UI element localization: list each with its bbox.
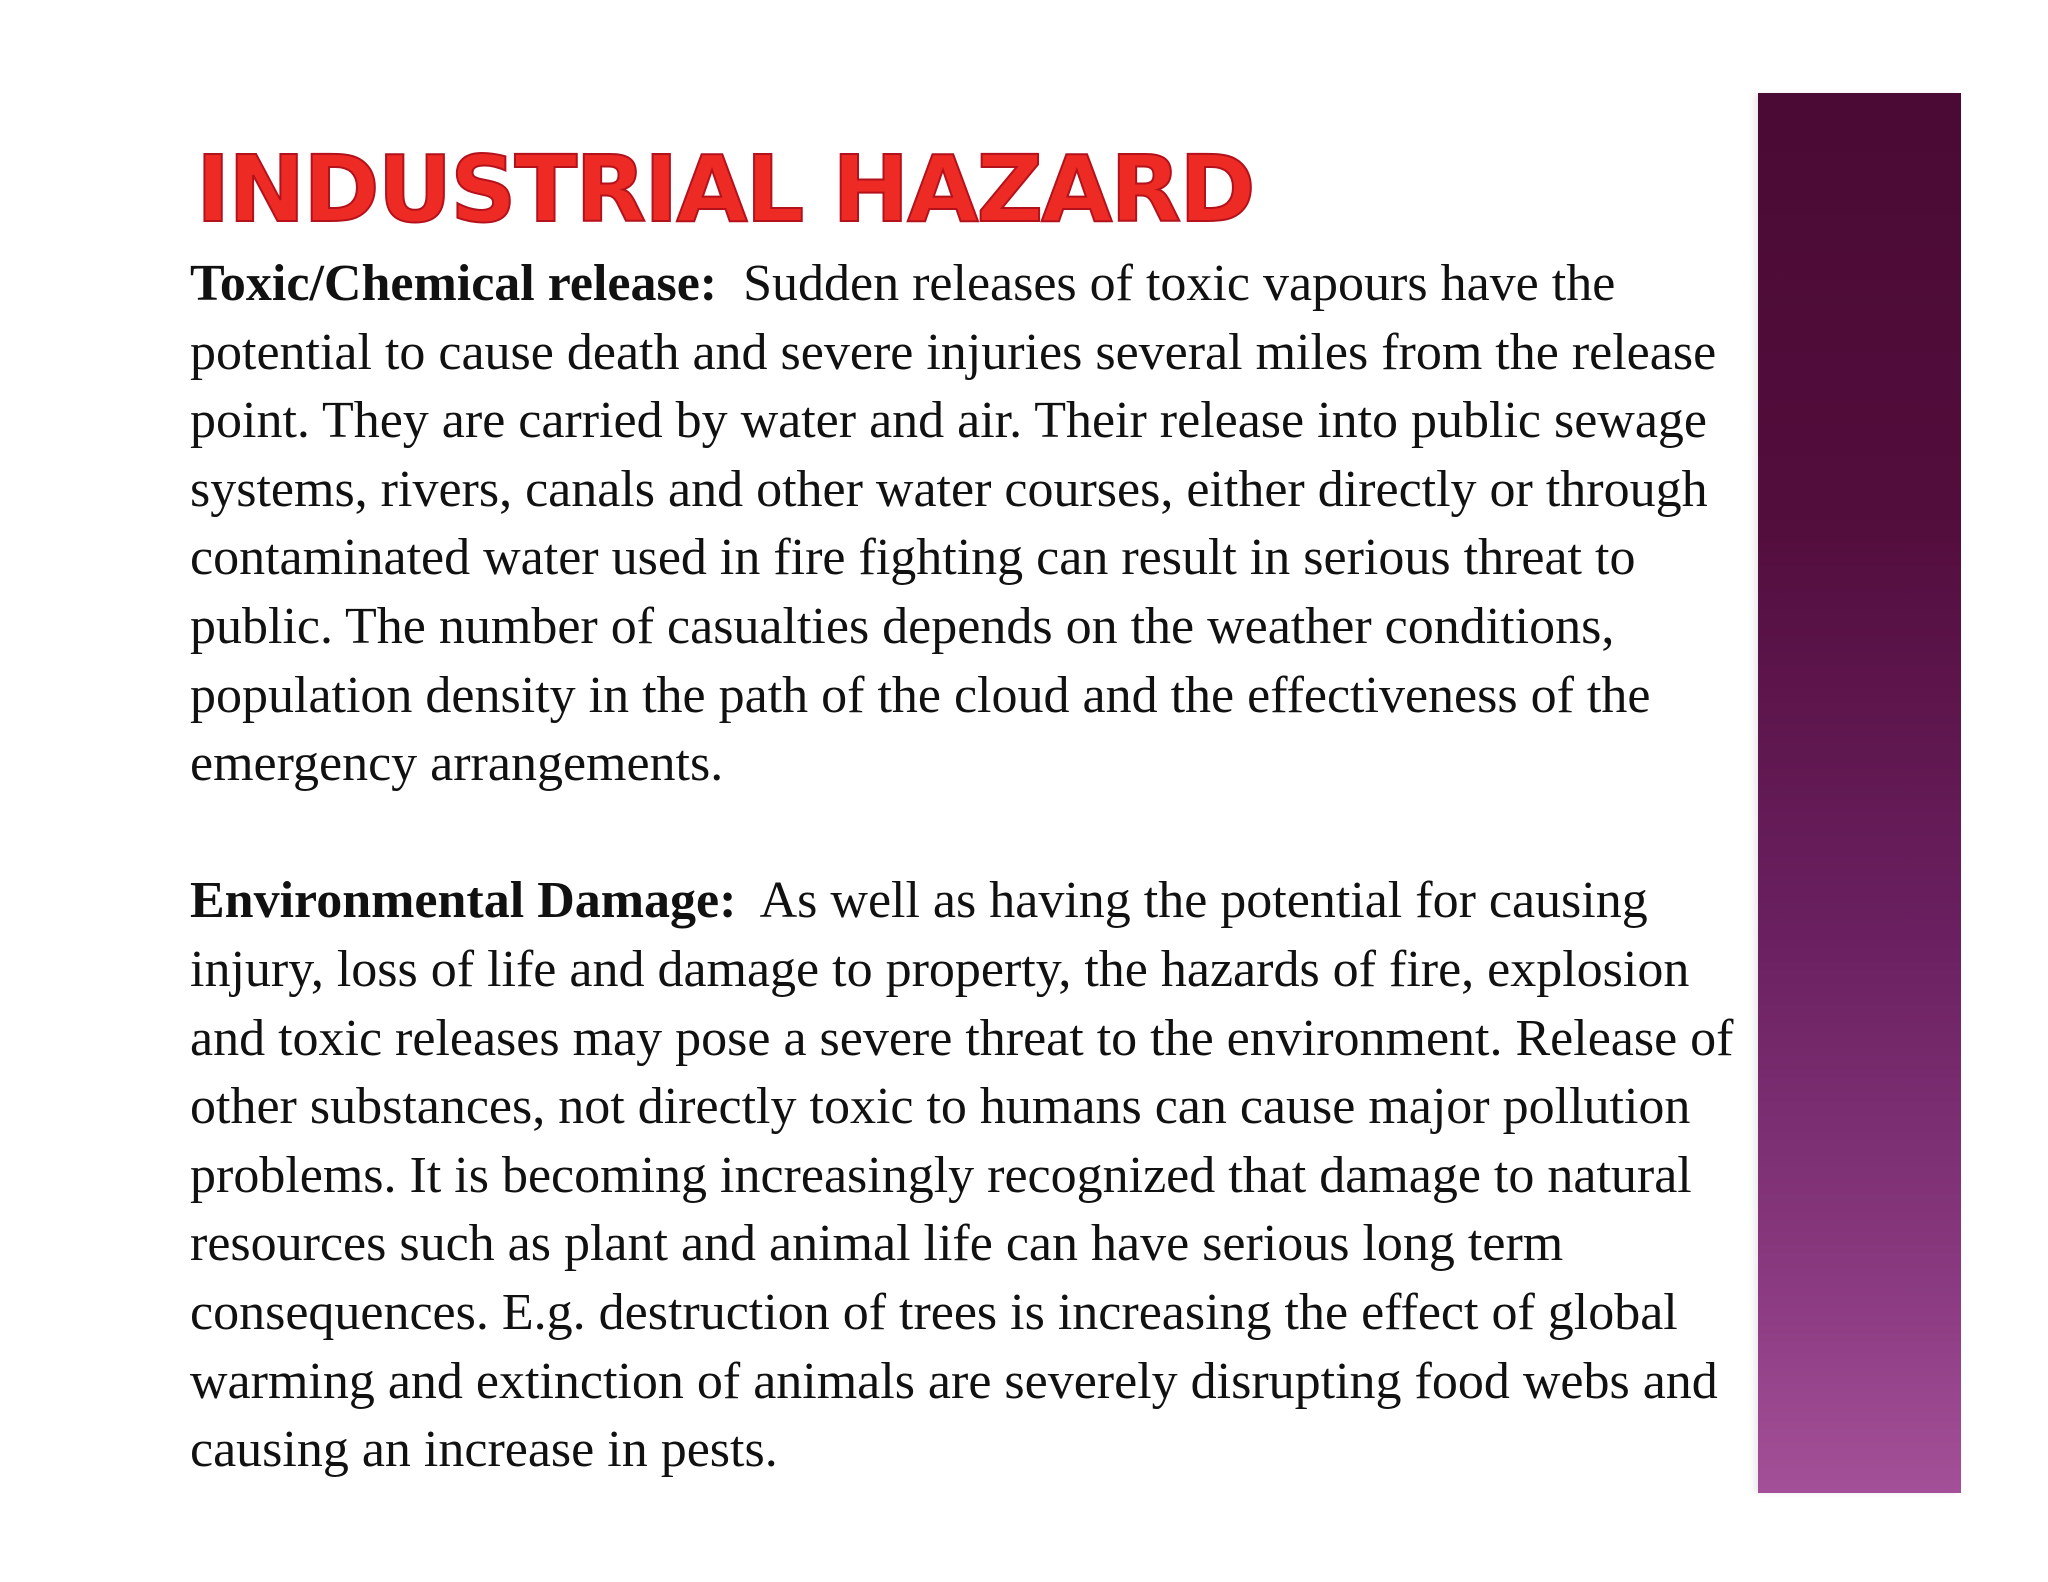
paragraph-line: systems, rivers, canals and other water courses, either directly or through xyxy=(190,460,1708,518)
paragraph-environmental-damage xyxy=(190,867,1910,1484)
paragraph-line: emergency arrangements. xyxy=(190,735,724,793)
paragraph-heading: Environmental Damage: xyxy=(190,872,737,930)
paragraph-first-line-text: Sudden releases of toxic vapours have the xyxy=(743,255,1616,312)
slide-body xyxy=(190,250,1910,1485)
paragraph-line: resources such as plant and animal life can have serious long term xyxy=(190,1215,1564,1273)
paragraph-line: potential to cause death and severe injuries several miles from the release xyxy=(190,323,1717,381)
paragraph-heading: Toxic/Chemical release: xyxy=(190,255,718,312)
paragraph-line: population density in the path of the cloud and the effectiveness of the xyxy=(190,666,1651,724)
paragraph-line: injury, loss of life and damage to property, the hazards of fire, explosion xyxy=(190,940,1690,998)
paragraph-line: warming and extinction of animals are severely disrupting food webs and xyxy=(190,1352,1718,1410)
paragraph-first-line-text: As well as having the potential for causing xyxy=(759,872,1648,930)
paragraph-line: contaminated water used in fire fighting can result in serious threat to xyxy=(190,529,1636,587)
paragraph-line: causing an increase in pests. xyxy=(190,1421,778,1479)
paragraph-line: and toxic releases may pose a severe threat to the environment. Release of xyxy=(190,1009,1734,1067)
paragraph-first-line xyxy=(190,867,1910,936)
paragraph-first-line xyxy=(190,250,1910,319)
slide-title: INDUSTRIAL HAZARD xyxy=(196,136,1254,243)
paragraph-line: consequences. E.g. destruction of trees is increasing the effect of global xyxy=(190,1283,1678,1341)
paragraph-line: point. They are carried by water and air. Their release into public sewage xyxy=(190,392,1708,450)
paragraph-toxic-chemical-release xyxy=(190,250,1910,799)
paragraph-line: problems. It is becoming increasingly recognized that damage to natural xyxy=(190,1146,1692,1204)
paragraph-line: other substances, not directly toxic to humans can cause major pollution xyxy=(190,1078,1691,1136)
paragraph-line: public. The number of casualties depends on the weather conditions, xyxy=(190,597,1615,655)
